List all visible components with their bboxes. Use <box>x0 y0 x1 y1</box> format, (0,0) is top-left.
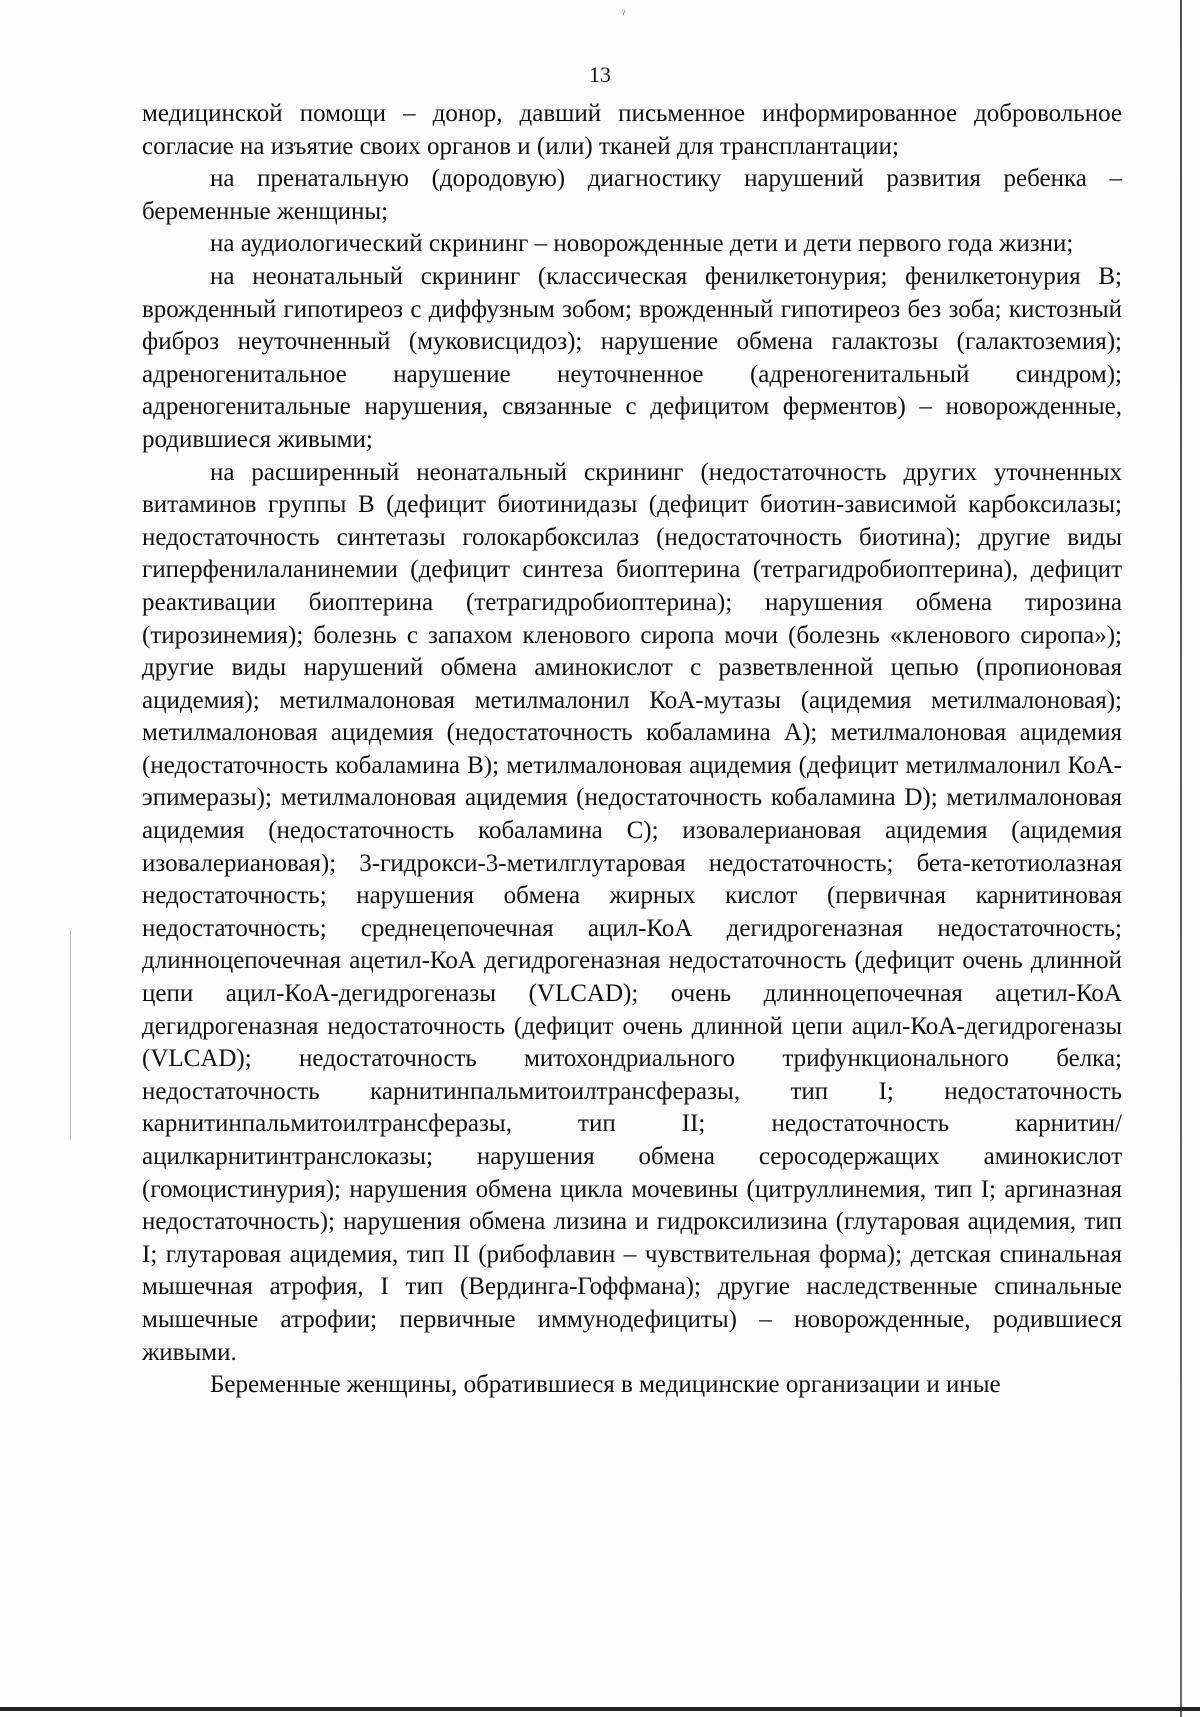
paragraph-6: Беременные женщины, обратившиеся в медицинские организации и иные <box>210 1371 1001 1399</box>
page-bottom-edge <box>0 1707 1200 1711</box>
scan-artifact-mark: ˀ <box>622 8 626 23</box>
page-number: 13 <box>589 62 611 87</box>
scan-artifact-line <box>70 930 71 1140</box>
paragraph-3: на аудиологический скрининг – новорожденные дети и дети первого года жизни; <box>210 230 1074 258</box>
paragraph-5: на расширенный неонатальный скрининг (недостаточность других уточненных витаминов группы В (дефицит биотинидазы (дефицит биотин-зависимой карбоксилазы; недостаточность синтетазы голокарбоксилаз (недостаточность биотина); другие виды гиперфенилаланинемии (дефицит синтеза биоптерина (тетрагидробиоптерина), дефицит реактивации биоптерина (тетрагидробиоптерина); нарушения обмена тирозина (тирозинемия); болезнь с запахом кленового сиропа мочи (болезнь «кленового сиропа»); другие виды нарушений обмена аминокислот с разветвленной цепью (пропионовая ацидемия); метилмалоновая метилмалонил КоА-мутазы (ацидемия метилмалоновая); метилмалоновая ацидемия (недостаточность кобаламина А); метилмалоновая ацидемия (недостаточность кобаламина В); метилмалоновая ацидемия (дефицит метилмалонил КоА-эпимеразы); метилмалоновая ацидемия (недостаточность кобаламина D); метилмалоновая ацидемия (недостаточность кобаламина С); изовалериановая ацидемия (ацидемия изовалериановая); 3-гидрокси-3-метилглутаровая недостаточность; бета-кетотиолазная недостаточность; нарушения обмена жирных кислот (первичная карнитиновая недостаточность; среднецепочечная ацил-КоА дегидрогеназная недостаточность; длинноцепочечная ацетил-КоА дегидрогеназная недостаточность (дефицит очень длинной цепи ацил-КоА-дегидрогеназы (VLCAD); очень длинноцепочечная ацетил-КоА дегидрогеназная недостаточность (дефицит очень длинной цепи ацил-КоА-дегидрогеназы (VLCAD); недостаточность митохондриального трифункционального белка; недостаточность карнитинпальмитоилтрансферазы, тип I; недостаточность карнитинпальмитоилтрансферазы, тип II; недостаточность карнитин/ ацилкарнитинтранслоказы; нарушения обмена серосодержащих аминокислот (гомоцистинурия); нарушения обмена цикла мочевины (цитруллинемия, тип I; аргиназная недостаточность); нарушения обмена лизина и гидроксилизина (глутаровая ацидемия, тип I; глутаровая ацидемия, тип II (рибофлавин – чувствительная форма); детская спинальная мышечная атрофия, I тип (Вердинга-Гоффмана); другие наследственные спинальные мышечные атрофии; первичные иммунодефициты) – новорожденные, родившиеся живыми. <box>142 458 1122 1366</box>
page-edge-line <box>1180 0 1182 1717</box>
paragraph-4: на неонатальный скрининг (классическая фенилкетонурия; фенилкетонурия В; врожденный гипотиреоз с диффузным зобом; врожденный гипотиреоз без зоба; кистозный фиброз неуточненный (муковисцидоз); нарушение обмена галактозы (галактоземия); адреногенитальное нарушение неуточненное (адреногенитальный синдром); адреногенитальные нарушения, связанные с дефицитом ферментов) – новорожденные, родившиеся живыми; <box>142 262 1122 453</box>
paragraph-2: на пренатальную (дородовую) диагностику нарушений развития ребенка – беременные женщины; <box>142 165 1122 225</box>
document-body <box>142 98 1122 1402</box>
paragraph-1: медицинской помощи – донор, давший письменное информированное добровольное согласие на изъятие своих органов и (или) тканей для трансплантации; <box>142 100 1122 160</box>
